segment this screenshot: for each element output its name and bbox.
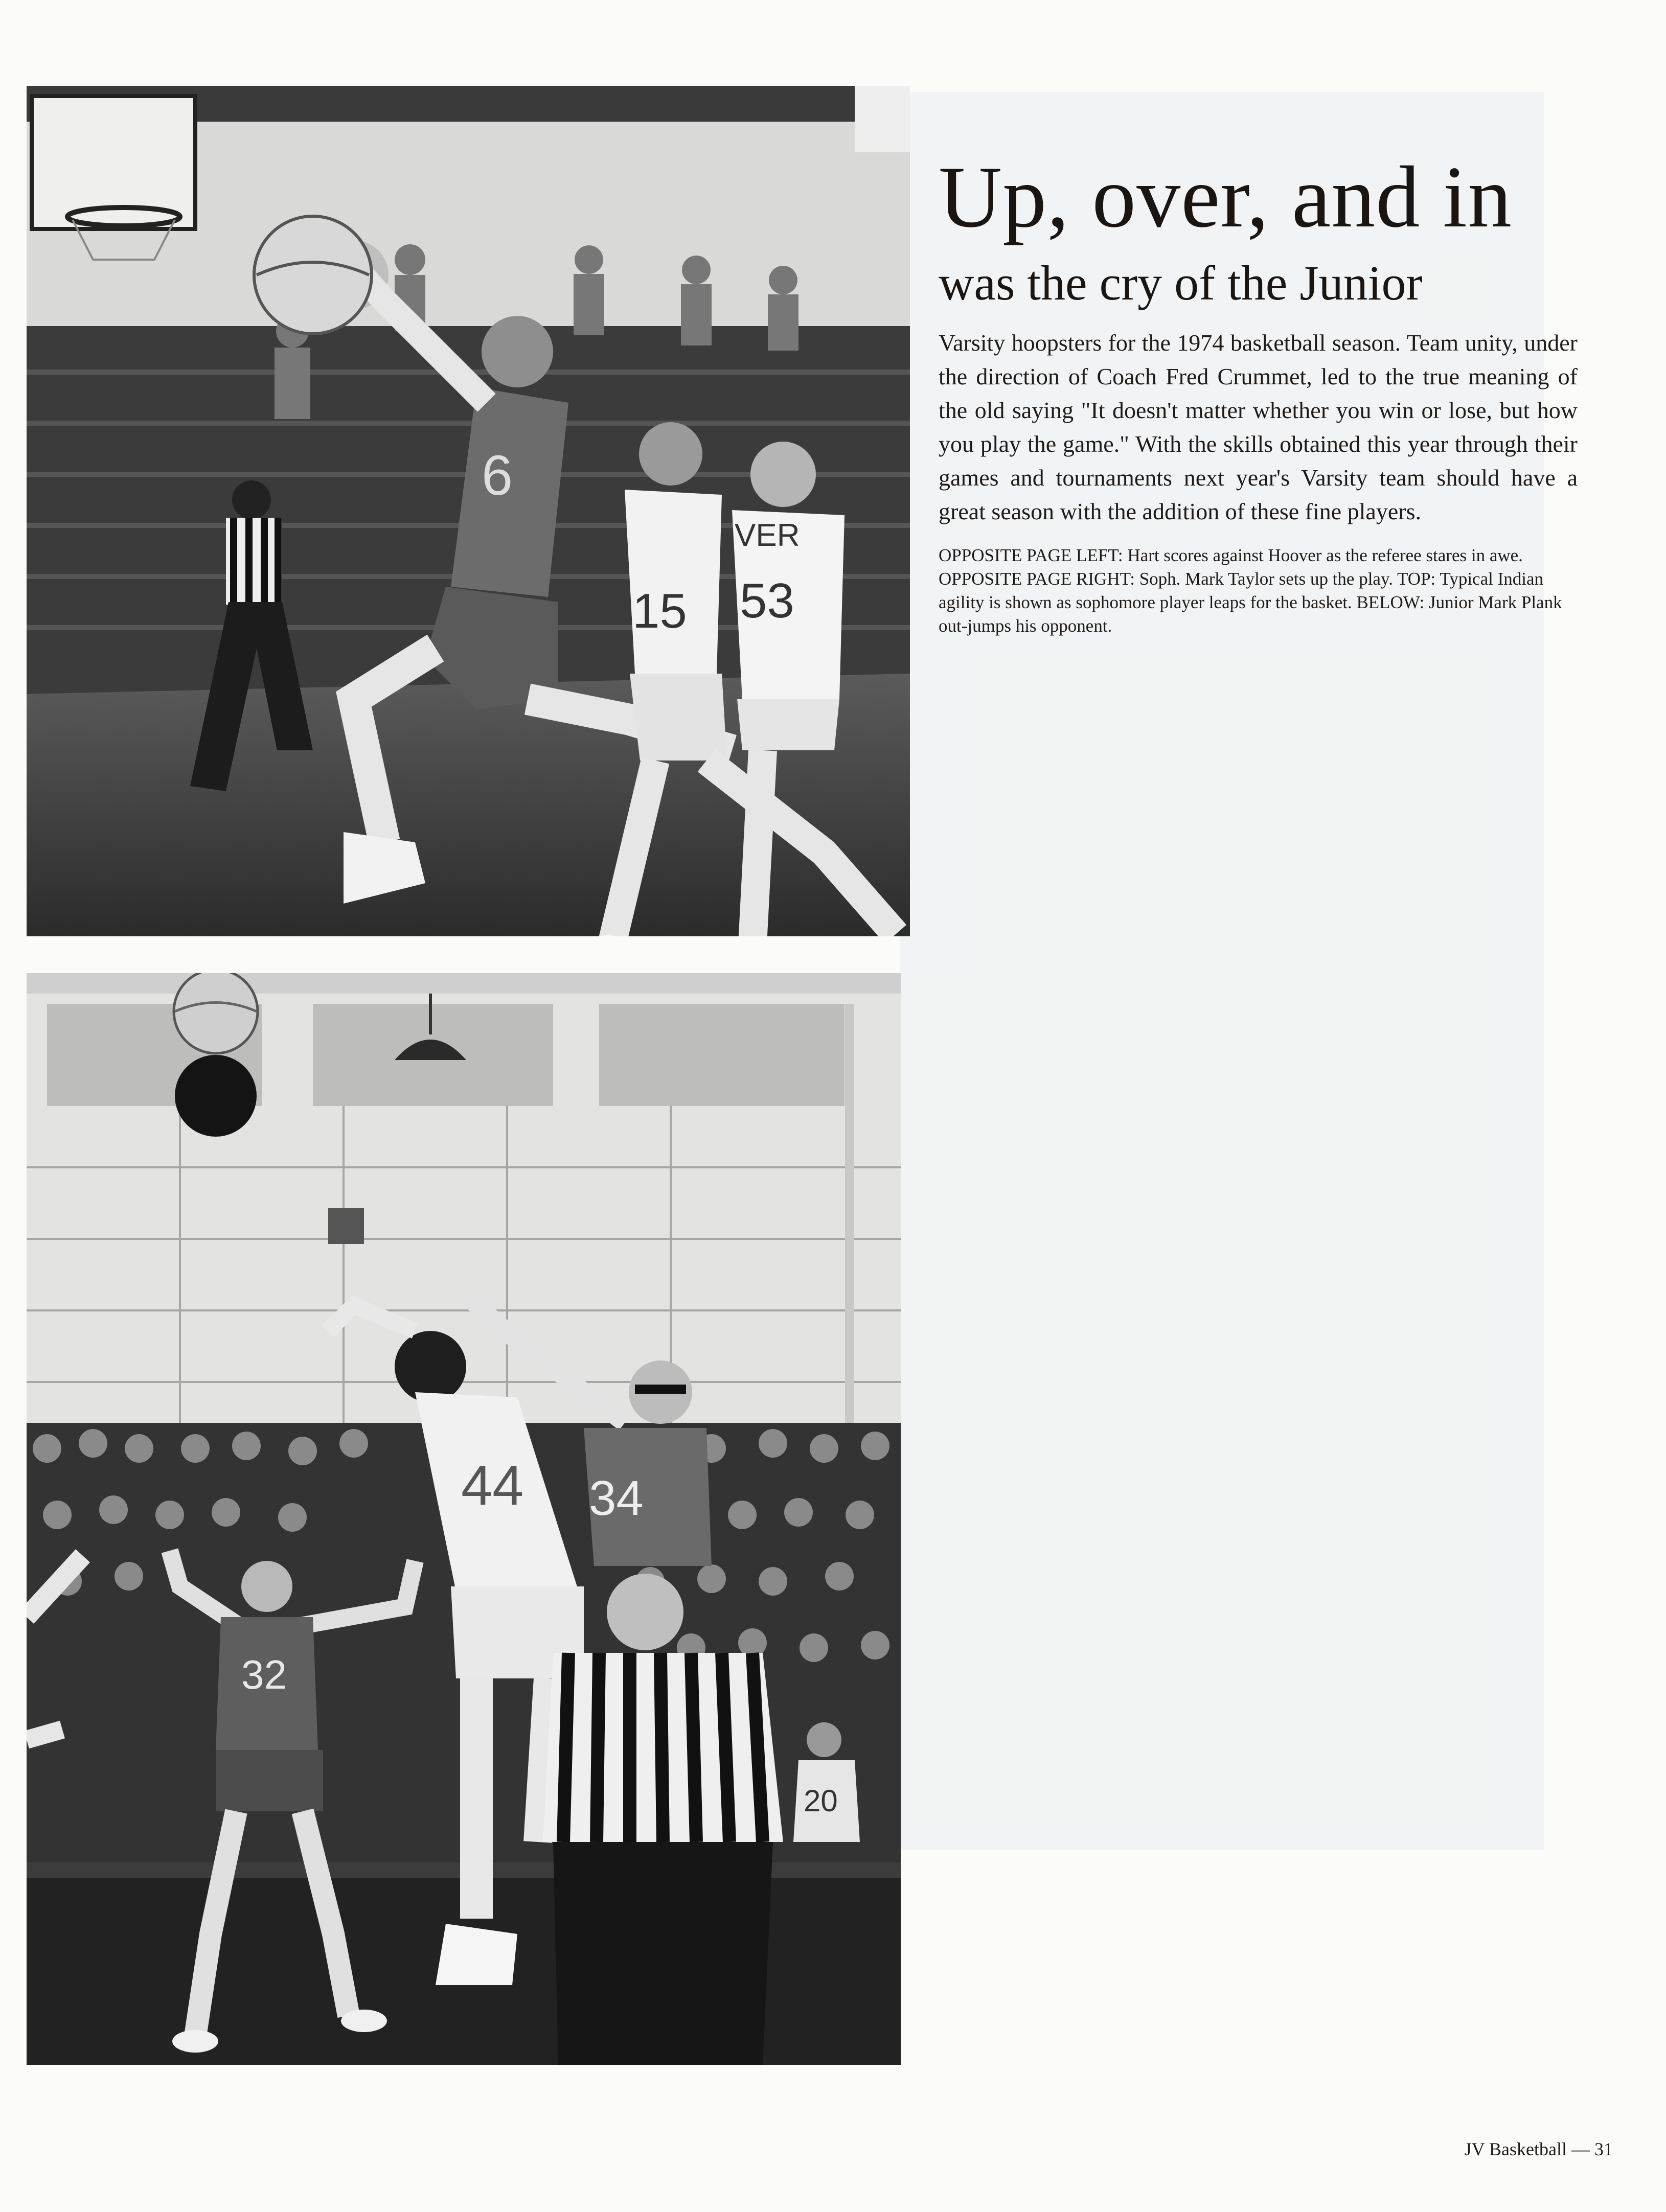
jersey-number-44: 44	[461, 1454, 524, 1517]
jersey-lettering: VER	[735, 518, 800, 553]
article-body: Varsity hoopsters for the 1974 basketball season. Team unity, under the direction of Coach Fred Crummet, led to the true meaning of the old saying "It doesn't matter whether you win or lose, but how you play the game." With the skills obtained this year through their games and tournaments next year's Varsity team should have a great season with the addition of these fine players.	[939, 330, 1578, 524]
svg-text:6: 6	[482, 444, 513, 507]
photo-bottom-illustration	[27, 973, 901, 2065]
page-footer: JV Basketball — 31	[1464, 2139, 1613, 2159]
article-subhead: was the cry of the Junior	[939, 256, 1423, 310]
jersey-number-53: 53	[740, 573, 794, 628]
jersey-number-34: 34	[589, 1471, 644, 1526]
photo-bottom-tipoff	[27, 973, 901, 2065]
jersey-number-32: 32	[241, 1652, 287, 1697]
article-headline: Up, over, and in	[939, 149, 1513, 246]
jersey-number-15: 15	[632, 584, 687, 638]
article-text-column	[939, 149, 1583, 638]
jersey-number-20: 20	[804, 1784, 838, 1818]
photo-captions: OPPOSITE PAGE LEFT: Hart scores against Hoover as the referee stares in awe. OPPOSITE PAGE RIGHT: Soph. Mark Taylor sets up the play. TOP: Typical Indian agility is shown as sophomore player leaps for the basket. BELOW: Junior Mark Plank out-jumps his opponent.	[939, 545, 1562, 636]
photo-top-illustration	[27, 86, 910, 936]
photo-top-layup	[27, 86, 910, 936]
